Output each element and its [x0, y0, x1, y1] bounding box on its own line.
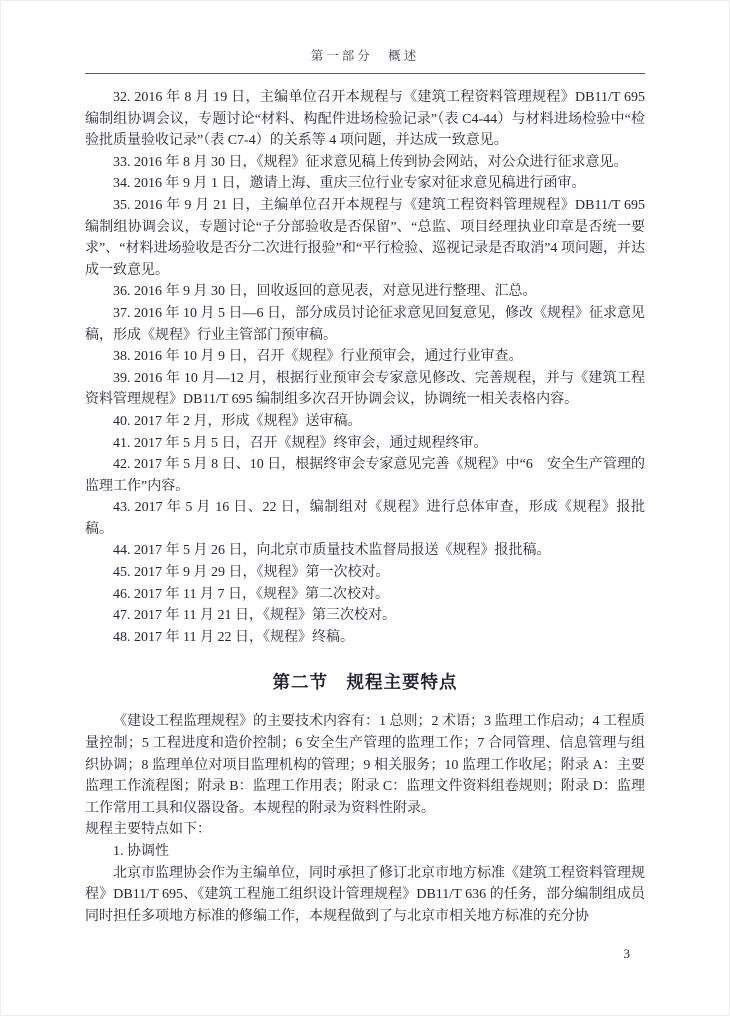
- chronology-item: 36. 2016 年 9 月 30 日，回收返回的意见表，对意见进行整理、汇总。: [113, 284, 537, 300]
- chronology-item: 38. 2016 年 10 月 9 日，召开《规程》行业预审会，通过行业审查。: [113, 349, 523, 365]
- chronology-item: 46. 2017 年 11 月 7 日，《规程》第二次校对。: [113, 586, 389, 602]
- paragraph: 规程主要特点如下：: [85, 822, 211, 838]
- running-header: 第一部分 概述: [310, 49, 420, 63]
- chronology-item: 37. 2016 年 10 月 5 日—6 日，部分成员讨论征求意见回复意见，修改《规程》征求意见稿，形成《规程》行业主管部门预审稿。: [85, 305, 645, 343]
- section-body: [85, 711, 645, 927]
- chronology-item: 44. 2017 年 5 月 26 日，向北京市质量技术监督局报送《规程》报批稿。: [113, 543, 551, 559]
- chronology-item: 35. 2016 年 9 月 21 日，主编单位召开本规程与《建筑工程资料管理规程》DB11/T 695 编制组协调会议，专题讨论“子分部验收是否保留”、“总监、项目经理执业印章是否统一要求”、“材料进场验收是否分二次进行报验”和“平行检验、巡视记录是否取消”4 项问题，并达成一致意见。: [85, 197, 645, 278]
- chronology-item: 39. 2016 年 10 月—12 月，根据行业预审会专家意见修改、完善规程，并与《建筑工程资料管理规程》DB11/T 695 编制组多次召开协调会议，协调统一相关表格内容。: [85, 370, 645, 408]
- chronology-list: [85, 87, 645, 648]
- paragraph: 北京市监理协会作为主编单位，同时承担了修订北京市地方标准《建筑工程资料管理规程》DB11/T 695、《建筑工程施工组织设计管理规程》DB11/T 636 的任务，部分编制组成员同时担任多项地方标准的修编工作，本规程做到了与北京市相关地方标准的充分协: [85, 865, 645, 924]
- chronology-item: 41. 2017 年 5 月 5 日，召开《规程》终审会，通过规程终审。: [113, 435, 488, 451]
- header-rule: [85, 73, 645, 74]
- chronology-item: 43. 2017 年 5 月 16 日、22 日，编制组对《规程》进行总体审查，形成《规程》报批稿。: [85, 500, 645, 537]
- chronology-item: 33. 2016 年 8 月 30 日，《规程》征求意见稿上传到协会网站，对公众进行征求意见。: [113, 154, 628, 170]
- chronology-item: 32. 2016 年 8 月 19 日，主编单位召开本规程与《建筑工程资料管理规程》DB11/T 695 编制组协调会议，专题讨论“材料、构配件进场检验记录”（表 C4-44）与材料进场检验中“检验批质量验收记录”（表 C7-4）的关系等 4 项问题，并达成一致意见。: [85, 90, 645, 149]
- chronology-item: 34. 2016 年 9 月 1 日，邀请上海、重庆三位行业专家对征求意见稿进行函审。: [113, 176, 586, 192]
- chronology-item: 48. 2017 年 11 月 22 日，《规程》终稿。: [113, 629, 354, 645]
- section-title: 第二节 规程主要特点: [272, 672, 458, 693]
- page-number: 3: [623, 946, 630, 961]
- chronology-item: 45. 2017 年 9 月 29 日，《规程》第一次校对。: [113, 565, 390, 581]
- paragraph: 《建设工程监理规程》的主要技术内容有：1 总则；2 术语；3 监理工作启动；4 工程质量控制；5 工程进度和造价控制；6 安全生产管理的监理工作；7 合同管理、信息管理与组织协调；8 监理单位对项目监理机构的管理；9 相关服务；10 监理工作收尾；附录 A：主要监理工作流程图；附录 B：监理工作用表；附录 C：监理文件资料组卷规则；附录 D：监理工作常用工具和仪器设备。本规程的附录为资料性附录。: [85, 714, 645, 816]
- chronology-item: 47. 2017 年 11 月 21 日，《规程》第三次校对。: [113, 608, 396, 624]
- list-item-heading: 1. 协调性: [113, 844, 169, 859]
- chronology-item: 42. 2017 年 5 月 8 日、10 日，根据终审会专家意见完善《规程》中“6 安全生产管理的监理工作”内容。: [85, 457, 645, 494]
- chronology-item: 40. 2017 年 2 月，形成《规程》送审稿。: [113, 413, 362, 429]
